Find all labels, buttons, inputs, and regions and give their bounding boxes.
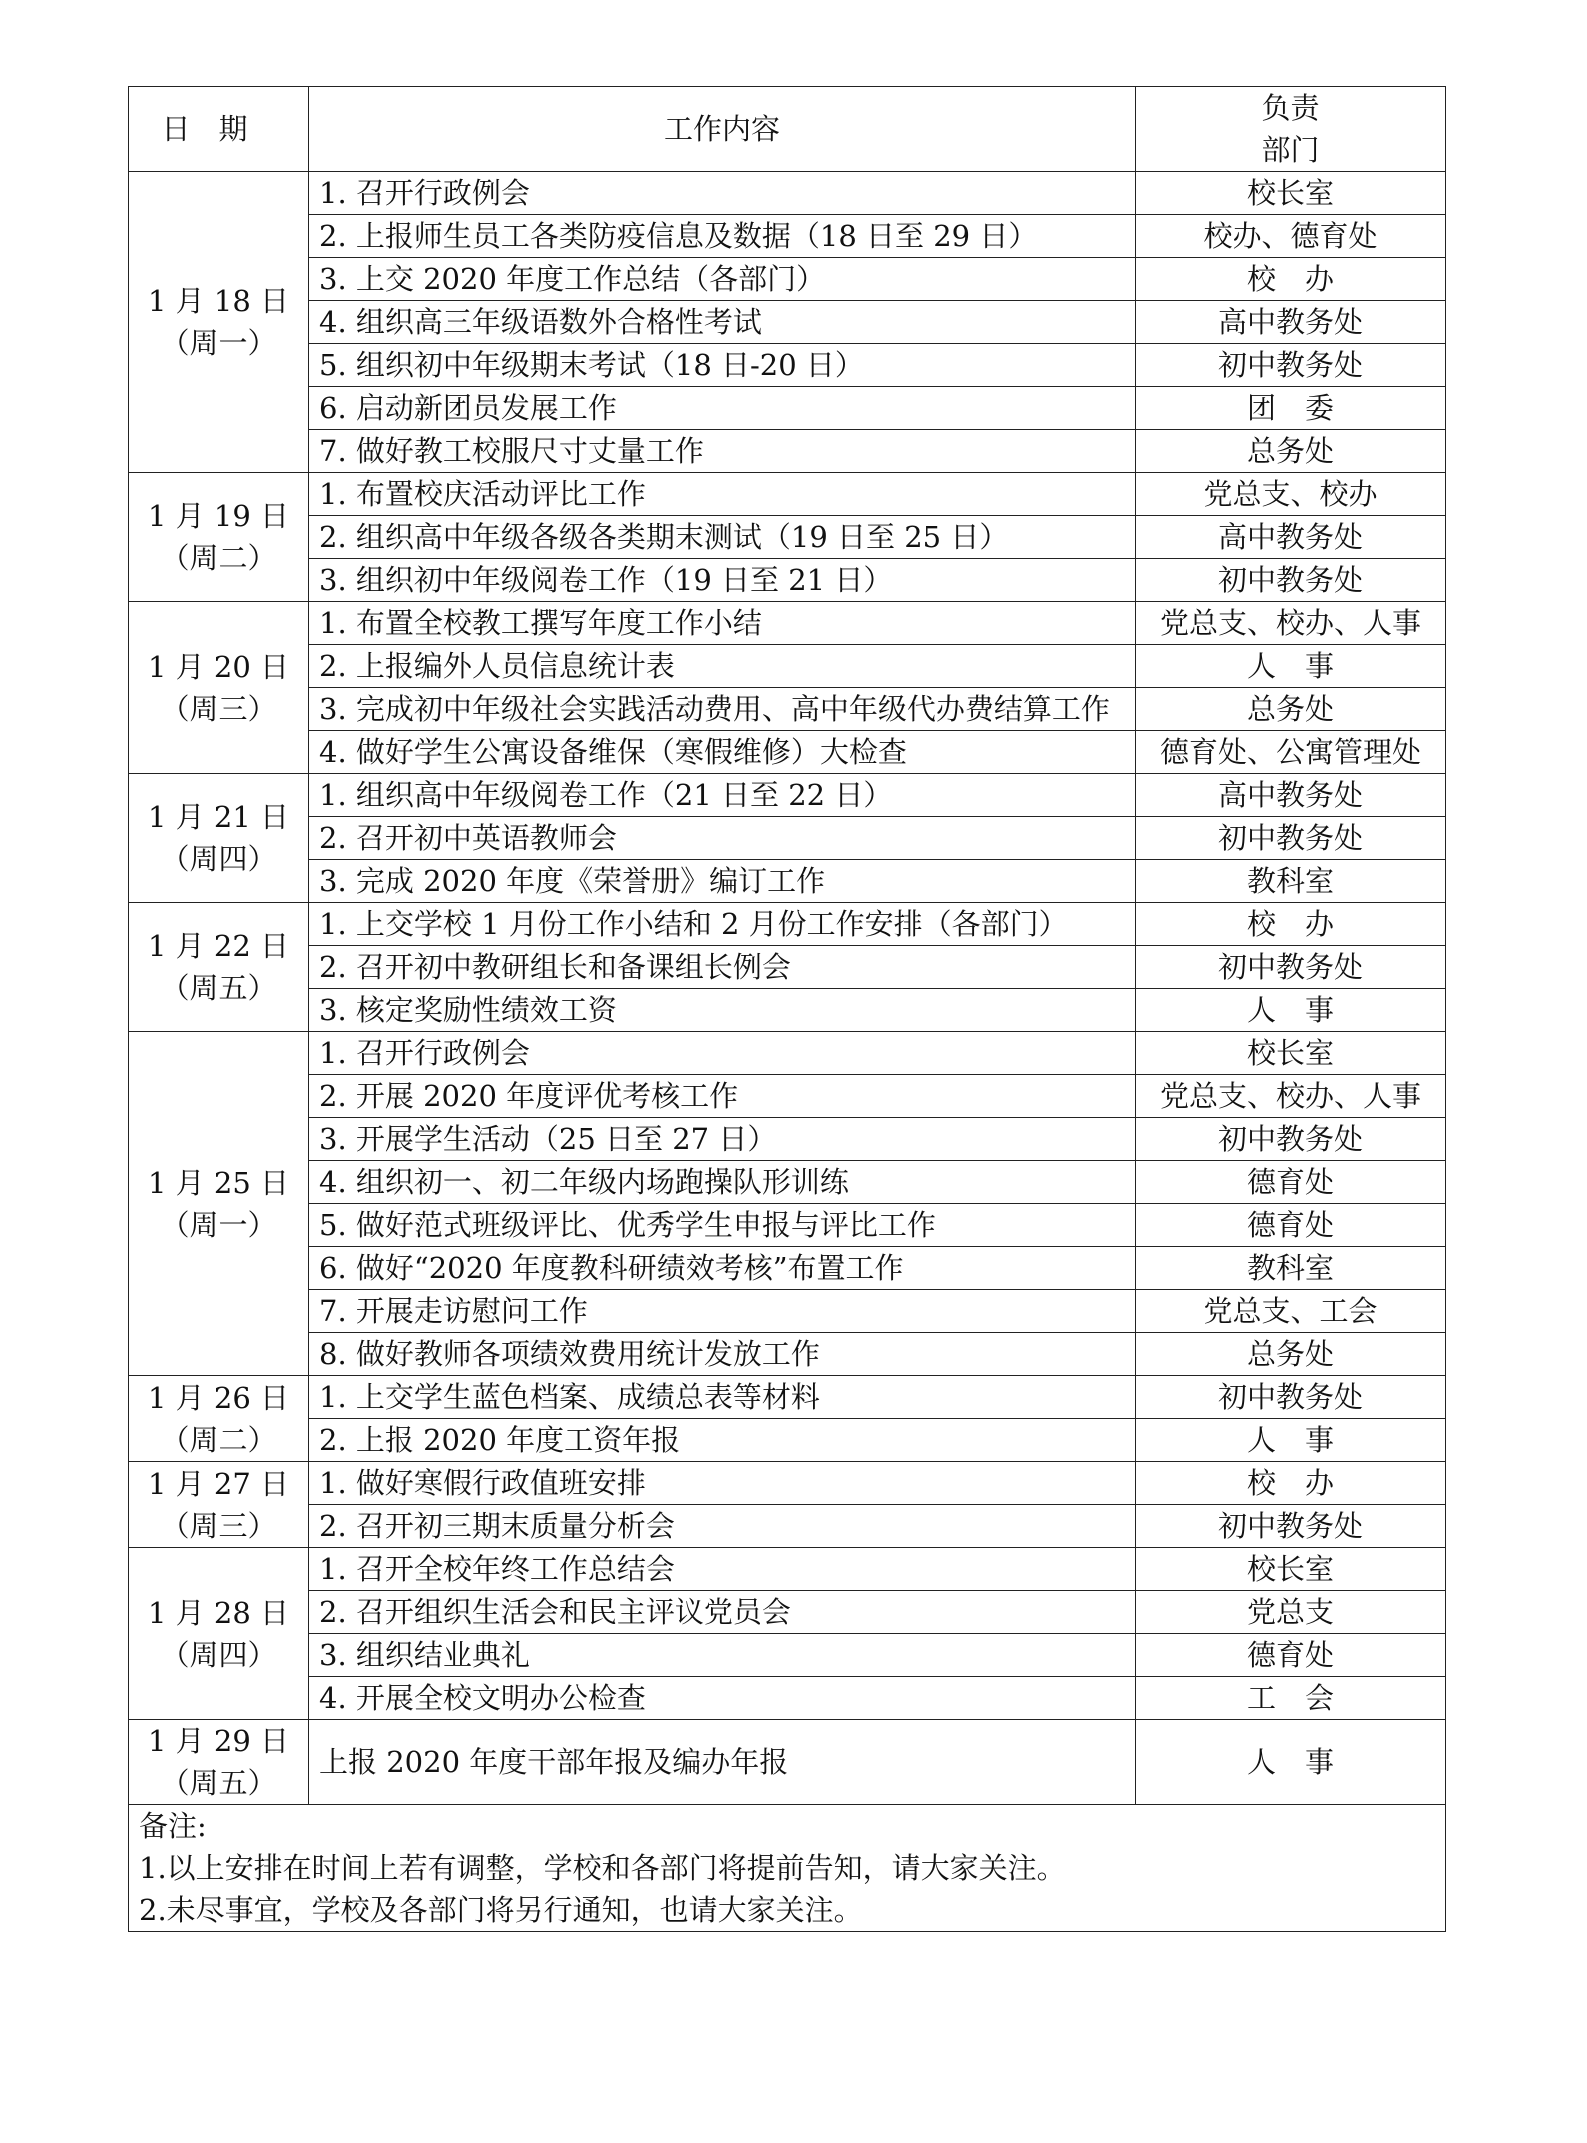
task-cell: 2. 上报编外人员信息统计表	[309, 645, 1136, 688]
task-cell: 3. 组织初中年级阅卷工作（19 日至 21 日）	[309, 559, 1136, 602]
notes-cell	[129, 1805, 1446, 1932]
table-row	[129, 1548, 1446, 1591]
dept-cell: 党总支、校办、人事	[1136, 602, 1446, 645]
weekday-label: （周二）	[160, 1422, 277, 1457]
table-row	[129, 430, 1446, 473]
date-label: 1 月 22 日	[147, 929, 289, 963]
table-row	[129, 1720, 1446, 1805]
task-cell: 3. 开展学生活动（25 日至 27 日）	[309, 1118, 1136, 1161]
table-row	[129, 473, 1446, 516]
table-row	[129, 1333, 1446, 1376]
dept-cell: 人 事	[1136, 989, 1446, 1032]
task-cell: 4. 做好学生公寓设备维保（寒假维修）大检查	[309, 731, 1136, 774]
task-cell: 3. 核定奖励性绩效工资	[309, 989, 1136, 1032]
task-cell: 2. 召开初三期末质量分析会	[309, 1505, 1136, 1548]
dept-cell: 德育处	[1136, 1204, 1446, 1247]
dept-cell: 校 办	[1136, 1462, 1446, 1505]
notes-row	[129, 1805, 1446, 1932]
dept-cell: 高中教务处	[1136, 516, 1446, 559]
table-row	[129, 1161, 1446, 1204]
dept-cell: 初中教务处	[1136, 1118, 1446, 1161]
task-cell: 4. 组织高三年级语数外合格性考试	[309, 301, 1136, 344]
note-item-2: 2.未尽事宜，学校及各部门将另行通知，也请大家关注。	[139, 1893, 863, 1927]
task-cell: 3. 上交 2020 年度工作总结（各部门）	[309, 258, 1136, 301]
dept-cell: 党总支	[1136, 1591, 1446, 1634]
dept-cell: 初中教务处	[1136, 1505, 1446, 1548]
table-row	[129, 946, 1446, 989]
date-label: 1 月 29 日	[147, 1724, 289, 1758]
table-row	[129, 559, 1446, 602]
dept-cell: 高中教务处	[1136, 301, 1446, 344]
task-cell: 6. 做好“2020 年度教科研绩效考核”布置工作	[309, 1247, 1136, 1290]
dept-cell: 总务处	[1136, 430, 1446, 473]
date-label: 1 月 21 日	[147, 800, 289, 834]
task-cell: 3. 组织结业典礼	[309, 1634, 1136, 1677]
task-cell: 1. 组织高中年级阅卷工作（21 日至 22 日）	[309, 774, 1136, 817]
table-row	[129, 1505, 1446, 1548]
weekday-label: （周四）	[160, 842, 277, 876]
table-row	[129, 1075, 1446, 1118]
dept-cell: 校 办	[1136, 258, 1446, 301]
task-cell: 8. 做好教师各项绩效费用统计发放工作	[309, 1333, 1136, 1376]
table-row	[129, 688, 1446, 731]
task-cell: 1. 召开行政例会	[309, 172, 1136, 215]
header-task: 工作内容	[309, 87, 1136, 172]
task-cell: 7. 做好教工校服尺寸丈量工作	[309, 430, 1136, 473]
dept-cell: 初中教务处	[1136, 817, 1446, 860]
dept-cell: 工 会	[1136, 1677, 1446, 1720]
dept-cell: 德育处	[1136, 1161, 1446, 1204]
task-cell: 2. 上报师生员工各类防疫信息及数据（18 日至 29 日）	[309, 215, 1136, 258]
table-row	[129, 645, 1446, 688]
task-cell: 5. 做好范式班级评比、优秀学生申报与评比工作	[309, 1204, 1136, 1247]
table-row	[129, 602, 1446, 645]
date-cell	[129, 473, 309, 602]
table-row	[129, 1118, 1446, 1161]
header-dept	[1136, 87, 1446, 172]
task-cell: 3. 完成初中年级社会实践活动费用、高中年级代办费结算工作	[309, 688, 1136, 731]
dept-cell: 总务处	[1136, 1333, 1446, 1376]
weekday-label: （周一）	[160, 1207, 277, 1242]
table-row	[129, 731, 1446, 774]
date-label: 1 月 18 日	[147, 284, 289, 318]
date-cell	[129, 1032, 309, 1376]
task-cell: 2. 组织高中年级各级各类期末测试（19 日至 25 日）	[309, 516, 1136, 559]
task-cell: 1. 上交学校 1 月份工作小结和 2 月份工作安排（各部门）	[309, 903, 1136, 946]
dept-cell: 校办、德育处	[1136, 215, 1446, 258]
task-cell: 4. 组织初一、初二年级内场跑操队形训练	[309, 1161, 1136, 1204]
task-cell: 2. 召开初中教研组长和备课组长例会	[309, 946, 1136, 989]
note-item-1: 1.以上安排在时间上若有调整，学校和各部门将提前告知，请大家关注。	[139, 1851, 1066, 1885]
date-label: 1 月 20 日	[147, 649, 289, 684]
table-row	[129, 516, 1446, 559]
dept-cell: 校长室	[1136, 1032, 1446, 1075]
date-label: 1 月 28 日	[147, 1595, 289, 1630]
table-row	[129, 1591, 1446, 1634]
task-cell: 1. 做好寒假行政值班安排	[309, 1462, 1136, 1505]
date-cell	[129, 1720, 309, 1805]
date-label: 1 月 25 日	[147, 1165, 289, 1200]
dept-cell: 团 委	[1136, 387, 1446, 430]
dept-cell: 校长室	[1136, 172, 1446, 215]
date-label: 1 月 19 日	[147, 499, 289, 533]
schedule-document	[128, 86, 1446, 1932]
table-row	[129, 774, 1446, 817]
date-label: 1 月 26 日	[147, 1380, 289, 1415]
task-cell: 上报 2020 年度干部年报及编办年报	[309, 1720, 1136, 1805]
task-cell: 6. 启动新团员发展工作	[309, 387, 1136, 430]
date-cell	[129, 774, 309, 903]
dept-cell: 初中教务处	[1136, 344, 1446, 387]
task-cell: 3. 完成 2020 年度《荣誉册》编订工作	[309, 860, 1136, 903]
task-cell: 1. 上交学生蓝色档案、成绩总表等材料	[309, 1376, 1136, 1419]
table-row	[129, 258, 1446, 301]
notes-heading: 备注:	[139, 1809, 207, 1843]
header-row	[129, 87, 1446, 172]
schedule-body	[129, 172, 1446, 1805]
task-cell: 1. 布置全校教工撰写年度工作小结	[309, 602, 1136, 645]
task-cell: 5. 组织初中年级期末考试（18 日-20 日）	[309, 344, 1136, 387]
weekday-label: （周三）	[160, 1508, 277, 1543]
header-dept-line1: 负责	[1261, 91, 1320, 125]
date-cell	[129, 1376, 309, 1462]
date-cell	[129, 1548, 309, 1720]
table-row	[129, 1204, 1446, 1247]
date-cell	[129, 903, 309, 1032]
weekday-label: （周五）	[160, 971, 277, 1005]
date-label: 1 月 27 日	[147, 1466, 289, 1501]
task-cell: 4. 开展全校文明办公检查	[309, 1677, 1136, 1720]
dept-cell: 教科室	[1136, 860, 1446, 903]
table-row	[129, 387, 1446, 430]
table-row	[129, 860, 1446, 903]
dept-cell: 初中教务处	[1136, 946, 1446, 989]
dept-cell: 校 办	[1136, 903, 1446, 946]
dept-cell: 初中教务处	[1136, 1376, 1446, 1419]
weekday-label: （周五）	[160, 1766, 277, 1800]
task-cell: 1. 召开全校年终工作总结会	[309, 1548, 1136, 1591]
task-cell: 2. 开展 2020 年度评优考核工作	[309, 1075, 1136, 1118]
dept-cell: 人 事	[1136, 1720, 1446, 1805]
date-cell	[129, 602, 309, 774]
table-row	[129, 301, 1446, 344]
task-cell: 1. 布置校庆活动评比工作	[309, 473, 1136, 516]
date-cell	[129, 1462, 309, 1548]
dept-cell: 党总支、校办	[1136, 473, 1446, 516]
dept-cell: 党总支、校办、人事	[1136, 1075, 1446, 1118]
table-row	[129, 1677, 1446, 1720]
table-row	[129, 1376, 1446, 1419]
table-row	[129, 1290, 1446, 1333]
header-dept-line2: 部门	[1261, 133, 1320, 167]
dept-cell: 党总支、工会	[1136, 1290, 1446, 1333]
dept-cell: 教科室	[1136, 1247, 1446, 1290]
weekday-label: （周二）	[160, 541, 277, 575]
table-row	[129, 215, 1446, 258]
schedule-table	[128, 86, 1446, 1932]
dept-cell: 德育处、公寓管理处	[1136, 731, 1446, 774]
table-row	[129, 172, 1446, 215]
weekday-label: （周三）	[160, 691, 277, 726]
table-row	[129, 1419, 1446, 1462]
dept-cell: 高中教务处	[1136, 774, 1446, 817]
dept-cell: 校长室	[1136, 1548, 1446, 1591]
dept-cell: 总务处	[1136, 688, 1446, 731]
dept-cell: 初中教务处	[1136, 559, 1446, 602]
date-cell	[129, 172, 309, 473]
weekday-label: （周四）	[160, 1637, 277, 1672]
table-row	[129, 344, 1446, 387]
dept-cell: 人 事	[1136, 645, 1446, 688]
table-row	[129, 817, 1446, 860]
table-row	[129, 903, 1446, 946]
task-cell: 2. 上报 2020 年度工资年报	[309, 1419, 1136, 1462]
task-cell: 1. 召开行政例会	[309, 1032, 1136, 1075]
task-cell: 2. 召开组织生活会和民主评议党员会	[309, 1591, 1136, 1634]
task-cell: 2. 召开初中英语教师会	[309, 817, 1136, 860]
dept-cell: 人 事	[1136, 1419, 1446, 1462]
dept-cell: 德育处	[1136, 1634, 1446, 1677]
weekday-label: （周一）	[160, 326, 277, 360]
task-cell: 7. 开展走访慰问工作	[309, 1290, 1136, 1333]
table-row	[129, 1032, 1446, 1075]
table-row	[129, 989, 1446, 1032]
header-date: 日期	[129, 87, 309, 172]
table-row	[129, 1462, 1446, 1505]
table-row	[129, 1247, 1446, 1290]
table-row	[129, 1634, 1446, 1677]
